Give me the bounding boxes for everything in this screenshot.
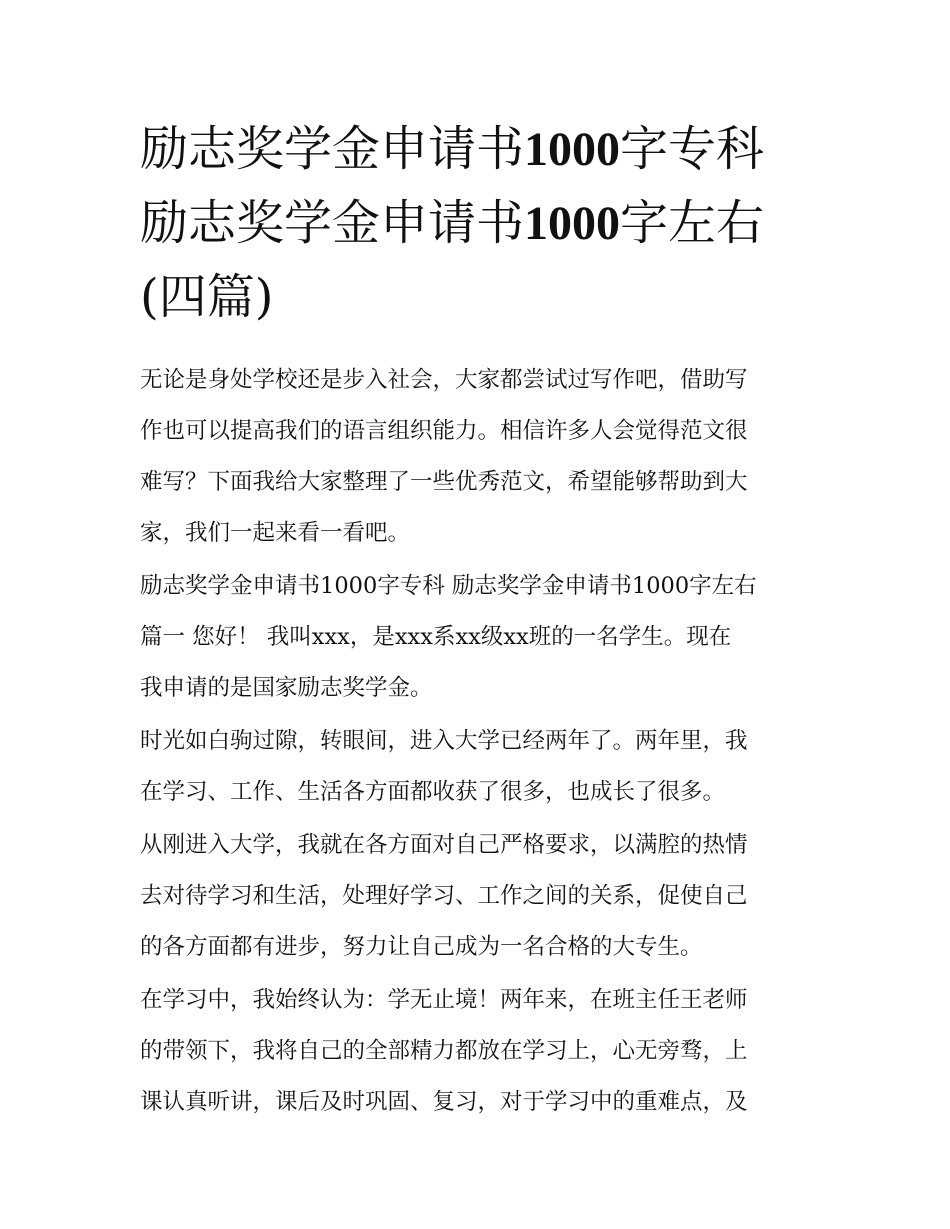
- text-line: 的各方面都有进步，努力让自己成为一名合格的大专生。: [140, 934, 703, 960]
- title-line-2: 励志奖学金申请书1000字左右: [140, 195, 765, 251]
- text-line: 在学习中，我始终认为：学无止境！两年来，在班主任王老师: [140, 987, 748, 1013]
- text-line: 作也可以提高我们的语言组织能力。相信许多人会觉得范文很: [140, 418, 748, 444]
- title-line-3: (四篇): [140, 269, 274, 325]
- paragraph-heading-and-greeting: [140, 561, 820, 714]
- text-line: 去对待学习和生活，处理好学习、工作之间的关系，促使自己: [140, 883, 748, 909]
- text-line: 课认真听讲，课后及时巩固、复习，对于学习中的重难点，及: [140, 1089, 748, 1115]
- text-line: 的带领下，我将自己的全部精力都放在学习上，心无旁骛，上: [140, 1038, 748, 1064]
- text-line: 从刚进入大学，我就在各方面对自己严格要求，以满腔的热情: [140, 832, 748, 858]
- text-line: 在学习、工作、生活各方面都收获了很多，也成长了很多。: [140, 779, 726, 805]
- document-title: [140, 112, 820, 334]
- document-body: [140, 355, 820, 1130]
- text-line: 家，我们一起来看一看吧。: [140, 520, 411, 546]
- text-line: 励志奖学金申请书1000字专科 励志奖学金申请书1000字左右: [140, 573, 757, 599]
- text-line: 无论是身处学校还是步入社会，大家都尝试过写作吧，借助写: [140, 367, 748, 393]
- paragraph-intro: [140, 355, 820, 559]
- text-line: 时光如白驹过隙，转眼间，进入大学已经两年了。两年里，我: [140, 728, 748, 754]
- paragraph-study: [140, 975, 820, 1128]
- text-line: 篇一 您好！ 我叫xxx，是xxx系xx级xx班的一名学生。现在: [140, 624, 732, 650]
- paragraph-time: [140, 716, 820, 818]
- text-line: 难写？下面我给大家整理了一些优秀范文，希望能够帮助到大: [140, 469, 748, 495]
- paragraph-requirements: [140, 820, 820, 973]
- title-line-1: 励志奖学金申请书1000字专科: [140, 121, 765, 177]
- text-line: 我申请的是国家励志奖学金。: [140, 675, 433, 701]
